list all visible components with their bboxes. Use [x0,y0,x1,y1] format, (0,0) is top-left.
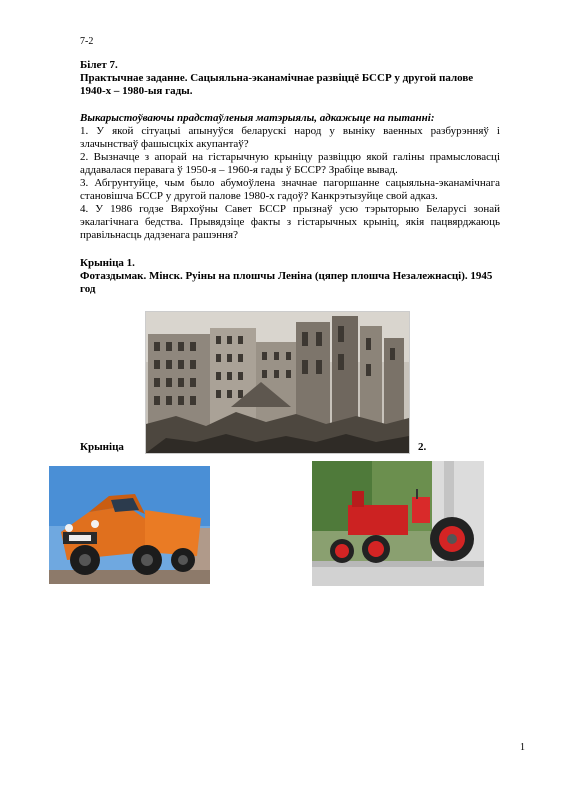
source-1-heading [80,257,510,296]
question-4: 4. У 1986 годзе Вярхоўны Савет БССР прызнаў усю тэрыторыю Беларусі зонай экалагічнага бедства. Прывядзіце факты з гістарычных крыніц, якія пацвярджаюць правільнасць дадзенага рашэння? [80,203,500,241]
source-1-caption: Фотаздымак. Мінск. Руіны на плошчы Леніна (цяпер плошча Незалежнасці). 1945 год [80,270,493,295]
source-2-number: 2. [418,441,427,453]
tractor-photo [312,461,484,586]
page-number: 1 [520,742,525,753]
question-1: 1. У якой сітуацыі апынуўся беларускі народ у выніку ваенных разбурэнняў і злачынстваў фашысцкіх акупантаў? [80,125,500,150]
instruction: Выкарыстоўваючы прадстаўленыя матэрыялы, адкажыце на пытанні: [80,112,435,124]
questions-list [80,125,500,242]
ticket-task: Практычнае заданне. Сацыяльна-эканамічнае развіццё БССР у другой палове 1940-х – 1980-ыя гады. [80,72,474,97]
question-3: 3. Абгрунтуйце, чым было абумоўлена значнае пагоршанне сацыяльна-эканамічнага становішча БССР у другой палове 1980-х гадоў? Канкрэтызуйце свой адказ. [80,177,500,202]
truck-photo [49,466,210,584]
source-2-label: Крыніца [80,441,124,453]
ticket-heading [80,59,500,98]
page-code: 7-2 [80,36,94,47]
question-2: 2. Вызначце з апорай на гістарычную крыніцу развіццю якой галіны прамысловасці аддавалася перавага ў 1950-я – 1960-я гады ў БССР? Зрабіце вывад. [80,151,500,176]
ruins-photo [145,311,410,454]
source-1-title: Крыніца 1. [80,257,135,269]
ticket-title: Білет 7. [80,59,118,71]
